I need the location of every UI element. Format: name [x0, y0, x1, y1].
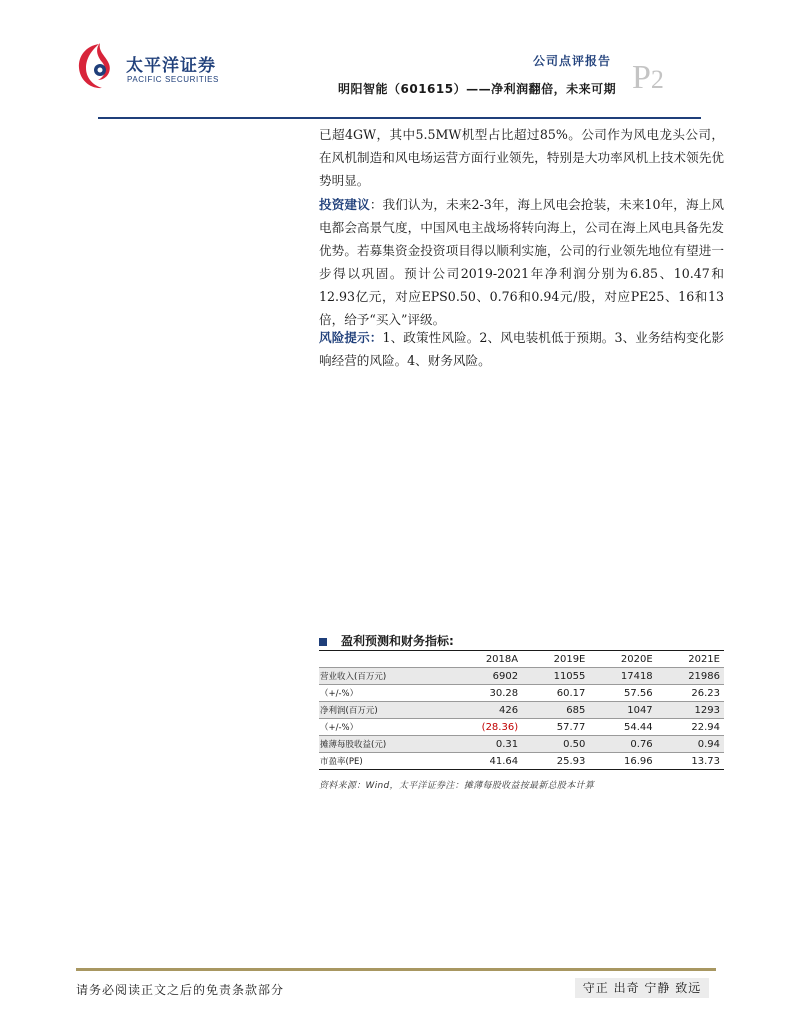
risk-warning-text: 1、政策性风险。2、风电装机低于预期。3、业务结构变化影响经营的风险。4、财务风险。 [319, 330, 724, 368]
table-row [319, 736, 724, 753]
table-cell: 1047 [589, 702, 656, 719]
row-label: （+/-%） [319, 719, 447, 736]
row-label: 市盈率(PE) [319, 753, 447, 770]
footer-disclaimer: 请务必阅读正文之后的免责条款部分 [76, 983, 285, 997]
page-number-value: 2 [650, 65, 664, 94]
table-title [319, 632, 454, 649]
table-cell: 22.94 [657, 719, 724, 736]
table-cell: 30.28 [447, 685, 522, 702]
table-header-cell: 2021E [657, 651, 724, 668]
square-bullet-icon [319, 638, 327, 646]
table-cell: 57.56 [589, 685, 656, 702]
row-label: 营业收入(百万元) [319, 668, 447, 685]
table-cell: 17418 [589, 668, 656, 685]
paragraph-company-overview: 已超4GW，其中5.5MW机型占比超过85%。公司作为风电龙头公司，在风机制造和风电场运营方面行业领先，特别是大功率风机上技术领先优势明显。 [319, 127, 724, 188]
table-header-row [319, 651, 724, 668]
table-cell: 54.44 [589, 719, 656, 736]
table-cell: 0.94 [657, 736, 724, 753]
table-header-cell: 2018A [447, 651, 522, 668]
logo-text-cn: 太平洋证券 [126, 56, 216, 76]
header-divider [98, 117, 701, 119]
page-letter: P [632, 59, 651, 96]
table-cell: 41.64 [447, 753, 522, 770]
paragraph-investment-advice [319, 193, 724, 331]
table-header-cell [319, 651, 447, 668]
table-cell: 16.96 [589, 753, 656, 770]
paragraph-risk-warning [319, 326, 724, 372]
table-cell: 21986 [657, 668, 724, 685]
table-cell: 26.23 [657, 685, 724, 702]
page-number [632, 58, 664, 100]
table-header-cell: 2020E [589, 651, 656, 668]
table-cell: 6902 [447, 668, 522, 685]
footer-divider [76, 968, 716, 971]
table-cell-negative: (28.36) [447, 719, 522, 736]
row-label: （+/-%） [319, 685, 447, 702]
table-source-note: 资料来源：Wind，太平洋证券注：摊薄每股收益按最新总股本计算 [319, 781, 595, 791]
row-label: 净利润(百万元) [319, 702, 447, 719]
table-cell: 25.93 [522, 753, 589, 770]
report-subtitle: 明阳智能（601615）——净利润翻倍，未来可期 [338, 82, 617, 96]
table-row [319, 753, 724, 770]
logo-text-en: PACIFIC SECURITIES [127, 75, 219, 84]
table-cell: 0.50 [522, 736, 589, 753]
table-cell: 426 [447, 702, 522, 719]
table-cell: 13.73 [657, 753, 724, 770]
risk-warning-lead: 风险提示： [319, 330, 383, 345]
financial-forecast-table [319, 651, 724, 770]
report-type: 公司点评报告 [533, 54, 612, 68]
company-logo [76, 40, 236, 92]
table-cell: 0.76 [589, 736, 656, 753]
table-row [319, 668, 724, 685]
table-header-cell: 2019E [522, 651, 589, 668]
footer-motto: 守正 出奇 宁静 致远 [575, 978, 709, 998]
row-label: 摊薄每股收益(元) [319, 736, 447, 753]
investment-advice-lead: 投资建议 [319, 197, 370, 212]
table-cell: 11055 [522, 668, 589, 685]
investment-advice-text: ：我们认为，未来2-3年，海上风电会抢装，未来10年，海上风电都会高景气度，中国风电主战场将转向海上，公司在海上风电具备先发优势。若募集资金投资项目得以顺利实施，公司的行业领先地位有望进一步得以巩固。预计公司2019-2021年净利润分别为6.85、10.47和12.93亿元，对应EPS0.50、0.76和0.94元/股，对应PE25、16和13倍，给予“买入”评级。 [319, 197, 724, 327]
table-cell: 0.31 [447, 736, 522, 753]
table-row [319, 685, 724, 702]
table-cell: 1293 [657, 702, 724, 719]
table-cell: 57.77 [522, 719, 589, 736]
table-title-text: 盈利预测和财务指标: [341, 634, 454, 648]
table-row [319, 702, 724, 719]
table-cell: 60.17 [522, 685, 589, 702]
table-cell: 685 [522, 702, 589, 719]
logo-mark-icon [76, 40, 122, 92]
table-row [319, 719, 724, 736]
